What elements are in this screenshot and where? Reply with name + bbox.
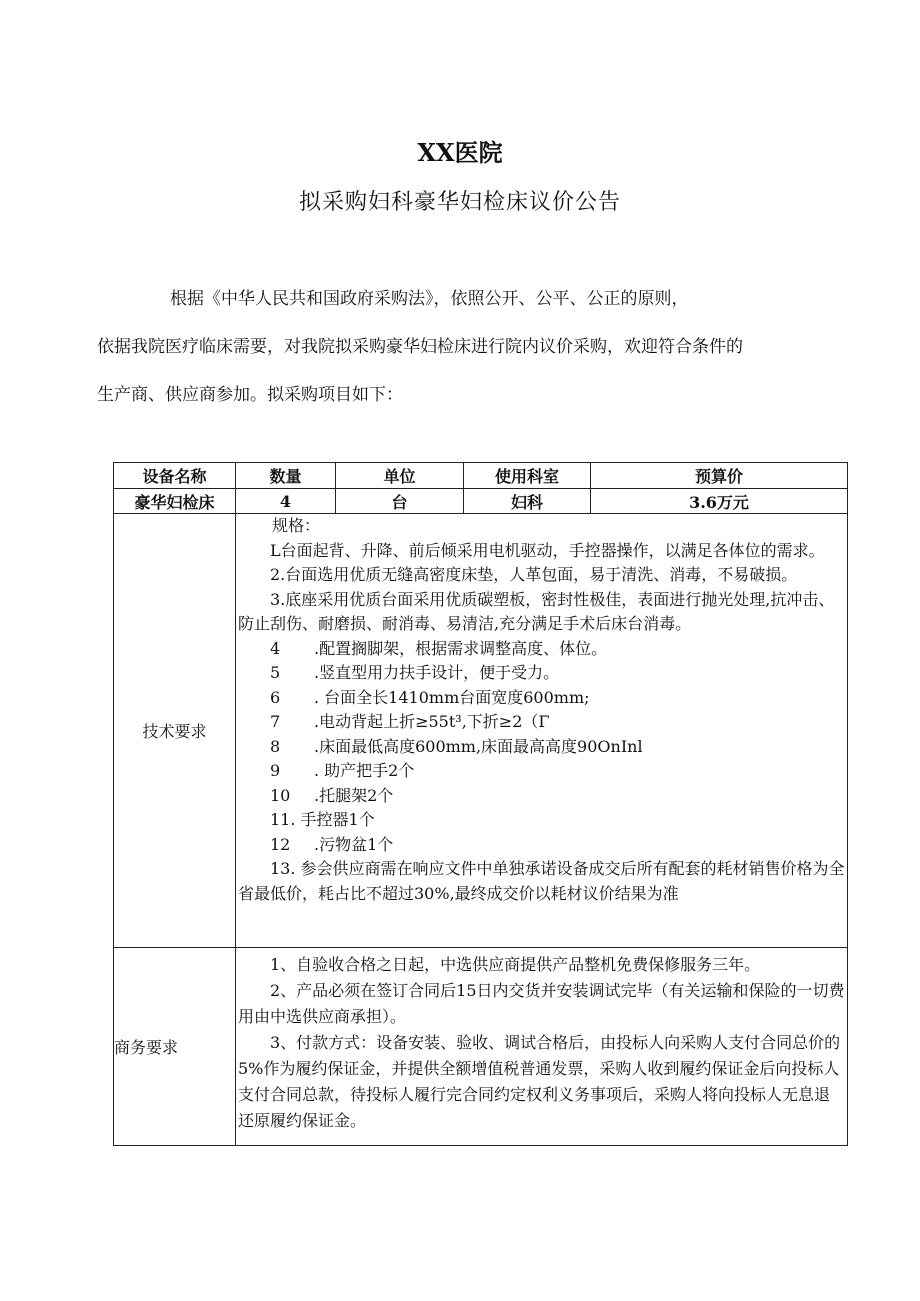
- header-cell-unit: 单位: [336, 463, 464, 489]
- spec-item-8: 8 .床面最低高度600mm,床面最高高度90OnInl: [270, 736, 643, 756]
- procurement-table: [113, 462, 848, 1146]
- tech-requirements-content: [236, 514, 847, 947]
- header-cell-budget: 预算价: [591, 463, 848, 489]
- header-cell-qty: 数量: [236, 463, 336, 489]
- tech-requirements-cell: [236, 514, 848, 948]
- hospital-name: XX医院: [417, 138, 503, 167]
- header-cell-name: 设备名称: [114, 463, 236, 489]
- spec-item-12: 12 .污物盆1个: [270, 834, 394, 854]
- spec-title: 规格：: [272, 516, 321, 535]
- tech-requirements-label: 技术要求: [114, 514, 236, 948]
- cell-quantity: 4: [236, 489, 336, 514]
- cell-unit: 台: [336, 489, 464, 514]
- page-title: 拟采购妇科豪华妇检床议价公告: [298, 190, 621, 215]
- table-row: [114, 489, 848, 514]
- spec-item-5: 5 .竖直型用力扶手设计，便于受力。: [270, 663, 560, 682]
- spec-item-6: 6 . 台面全长1410mm台面宽度600mm;: [270, 687, 590, 707]
- biz-item-3: 3、付款方式：设备安装、验收、调试合格后，由投标人向采购人支付合同总价的5%作为履约保证金，并提供全额增值税普通发票，采购人收到履约保证金后向投标人支付合同总款，待投标人履行完合同约定权利义务事项后，采购人将向投标人无息退还原履约保证金。: [238, 1033, 841, 1130]
- spec-item-11: 11. 手控器1个: [270, 810, 375, 829]
- spec-item-7: 7 .电动背起上折≥55t³,下折≥2（Γ: [270, 712, 550, 731]
- spec-item-2: 2.台面选用优质无缝高密度床垫，人革包面，易于清洗、消毒，不易破损。: [270, 565, 798, 584]
- tech-requirements-row: [114, 514, 848, 948]
- biz-item-1: 1、自验收合格之日起，中选供应商提供产品整机免费保修服务三年。: [270, 955, 761, 974]
- cell-device-name: 豪华妇检床: [114, 489, 236, 514]
- business-requirements-row: [114, 948, 848, 1146]
- spec-item-10: 10 .托腿架2个: [270, 785, 394, 805]
- biz-item-2: 2、产品必须在签订合同后15日内交货并安装调试完毕（有关运输和保险的一切费用由中选供应商承担）。: [238, 981, 845, 1026]
- intro-line-1: 根据《中华人民共和国政府采购法》，依照公开、公平、公正的原则，: [170, 289, 689, 309]
- spec-item-1: L台面起背、升降、前后倾采用电机驱动，手控器操作，以满足各体位的需求。: [270, 540, 825, 560]
- cell-budget: 3.6万元: [591, 489, 848, 514]
- spec-item-13: 13. 参会供应商需在响应文件中单独承诺设备成交后所有配套的耗材销售价格为全省最低价，耗占比不超过30%,最终成交价以耗材议价结果为准: [238, 859, 845, 903]
- cell-department: 妇科: [464, 489, 591, 514]
- spec-item-4: 4 .配置搁脚架，根据需求调整高度、体位。: [270, 638, 608, 658]
- business-requirements-label: 商务要求: [114, 948, 236, 1146]
- header-cell-dept: 使用科室: [464, 463, 591, 489]
- spec-item-9: 9 . 助产把手2个: [270, 761, 415, 780]
- table-header-row: [114, 463, 848, 489]
- business-requirements-cell: [236, 948, 848, 1146]
- spec-item-3: 3.底座采用优质台面采用优质碳塑板，密封性极佳，表面进行抛光处理,抗冲击、防止刮伤、耐磨损、耐消毒、易清洁,充分满足手术后床台消毒。: [238, 589, 835, 633]
- intro-line-2: 依据我院医疗临床需要，对我院拟采购豪华妇检床进行院内议价采购，欢迎符合条件的: [97, 337, 743, 357]
- intro-paragraph: [97, 275, 867, 419]
- intro-line-3: 生产商、供应商参加。拟采购项目如下：: [97, 385, 403, 405]
